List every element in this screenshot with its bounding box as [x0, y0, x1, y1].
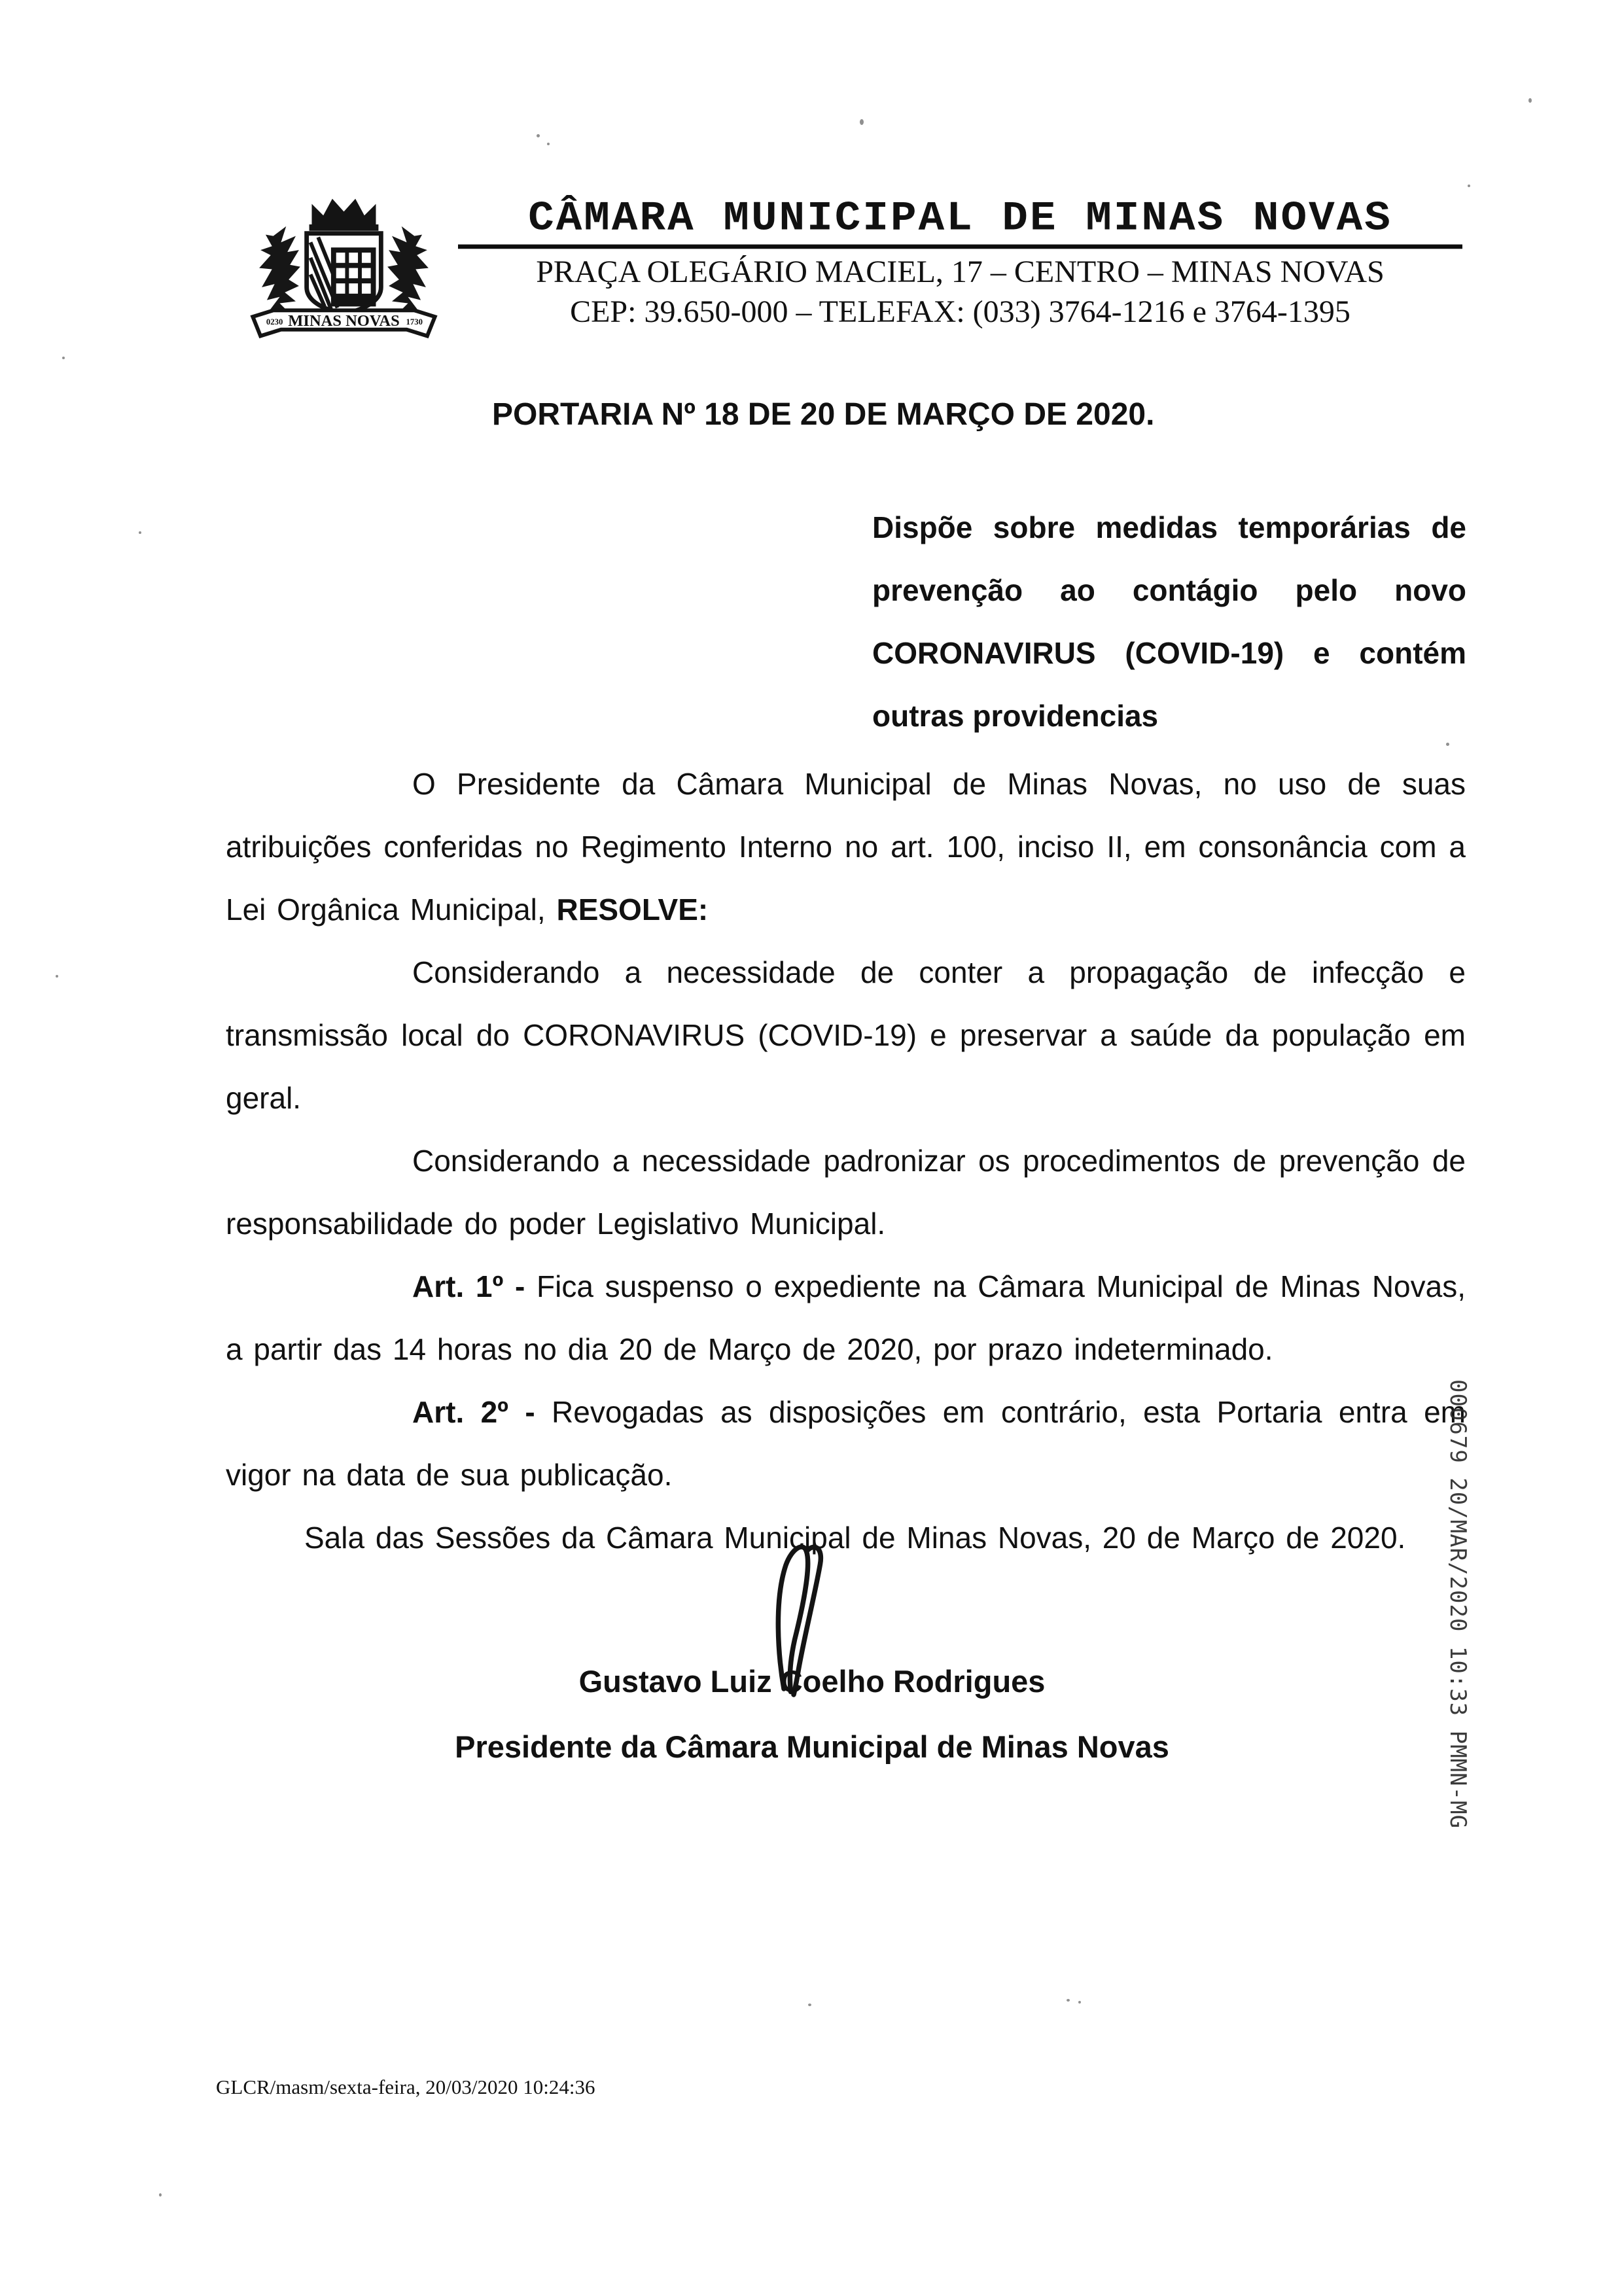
scan-noise-speck: [1528, 98, 1532, 103]
crest-left-branch: [259, 226, 300, 313]
crest-crown-band: [309, 224, 379, 231]
article-paragraph: [226, 1381, 1466, 1506]
scan-noise-speck: [1468, 185, 1470, 187]
preamble-paragraph: [226, 752, 1466, 941]
org-name: CÂMARA MUNICIPAL DE MINAS NOVAS: [458, 195, 1462, 249]
coat-of-arms: [234, 191, 453, 351]
article-text: Fica suspenso o expediente na Câmara Municipal de Minas Novas, a partir das 14 horas no dia 20 de Março de 2020, por prazo indeterminado.: [226, 1269, 1466, 1366]
preamble-text: O Presidente da Câmara Municipal de Minas Novas, no uso de suas atribuições conferidas no Regimento Interno no art. 100, inciso II, em consonância com a Lei Orgânica Municipal,: [226, 767, 1466, 927]
scan-noise-speck: [159, 2193, 162, 2197]
scan-noise-speck: [1067, 1999, 1070, 2002]
letterhead: [458, 194, 1462, 330]
scan-noise-speck: [1446, 743, 1449, 746]
consideration-paragraph: Considerando a necessidade padronizar os procedimentos de prevenção de responsabilidade do poder Legislativo Municipal.: [226, 1144, 1466, 1241]
scan-noise-speck: [537, 134, 540, 137]
signer-role: Presidente da Câmara Municipal de Minas Novas: [455, 1729, 1169, 1764]
crest-right-branch: [387, 226, 429, 313]
article-label: Art. 1º -: [412, 1269, 537, 1303]
signer-name: Gustavo Luiz Coelho Rodrigues: [578, 1664, 1046, 1699]
scan-noise-speck: [808, 2004, 811, 2006]
document-title: PORTARIA Nº 18 DE 20 DE MARÇO DE 2020.: [492, 397, 1155, 432]
footer-reference: GLCR/masm/sexta-feira, 20/03/2020 10:24:36: [216, 2075, 595, 2098]
crest-crown: [312, 199, 376, 224]
crest-building-windows: [336, 253, 371, 294]
scan-noise-speck: [139, 531, 141, 534]
article-paragraph: [226, 1255, 1466, 1381]
consideration-paragraph: Considerando a necessidade de conter a propagação de infecção e transmissão local do CORONAVIRUS (COVID-19) e preservar a saúde da população em geral.: [226, 955, 1466, 1115]
article-label: Art. 2º -: [412, 1395, 552, 1429]
article-text: Revogadas as disposições em contrário, esta Portaria entra em vigor na data de sua publicação.: [226, 1395, 1466, 1492]
scan-noise-speck: [860, 119, 864, 125]
epigraph: Dispõe sobre medidas temporárias de prevenção ao contágio pelo novo CORONAVIRUS (COVID-19) e contém outras providencias: [872, 510, 1466, 733]
scan-noise-speck: [1078, 2001, 1081, 2004]
scan-noise-speck: [62, 357, 65, 359]
preamble-emphasis: RESOLVE:: [556, 892, 709, 927]
closing-line: Sala das Sessões da Câmara Municipal de Minas Novas, 20 de Março de 2020.: [304, 1521, 1406, 1555]
crest-ribbon-right-date: 1730: [406, 317, 423, 327]
org-contact: CEP: 39.650-000 – TELEFAX: (033) 3764-1216 e 3764-1395: [570, 294, 1350, 329]
crest-ribbon-left-date: 0230: [266, 317, 283, 327]
scan-noise-speck: [547, 143, 550, 145]
signature-block: [0, 1649, 1624, 1780]
document-body: [226, 752, 1466, 1569]
org-address: PRAÇA OLEGÁRIO MACIEL, 17 – CENTRO – MINAS NOVAS: [536, 255, 1385, 289]
crest-ribbon-text: MINAS NOVAS: [288, 311, 400, 330]
protocol-stamp: 000679 20/MAR/2020 10:33 PMMN-MG: [1445, 1379, 1471, 1829]
scan-noise-speck: [56, 975, 58, 978]
